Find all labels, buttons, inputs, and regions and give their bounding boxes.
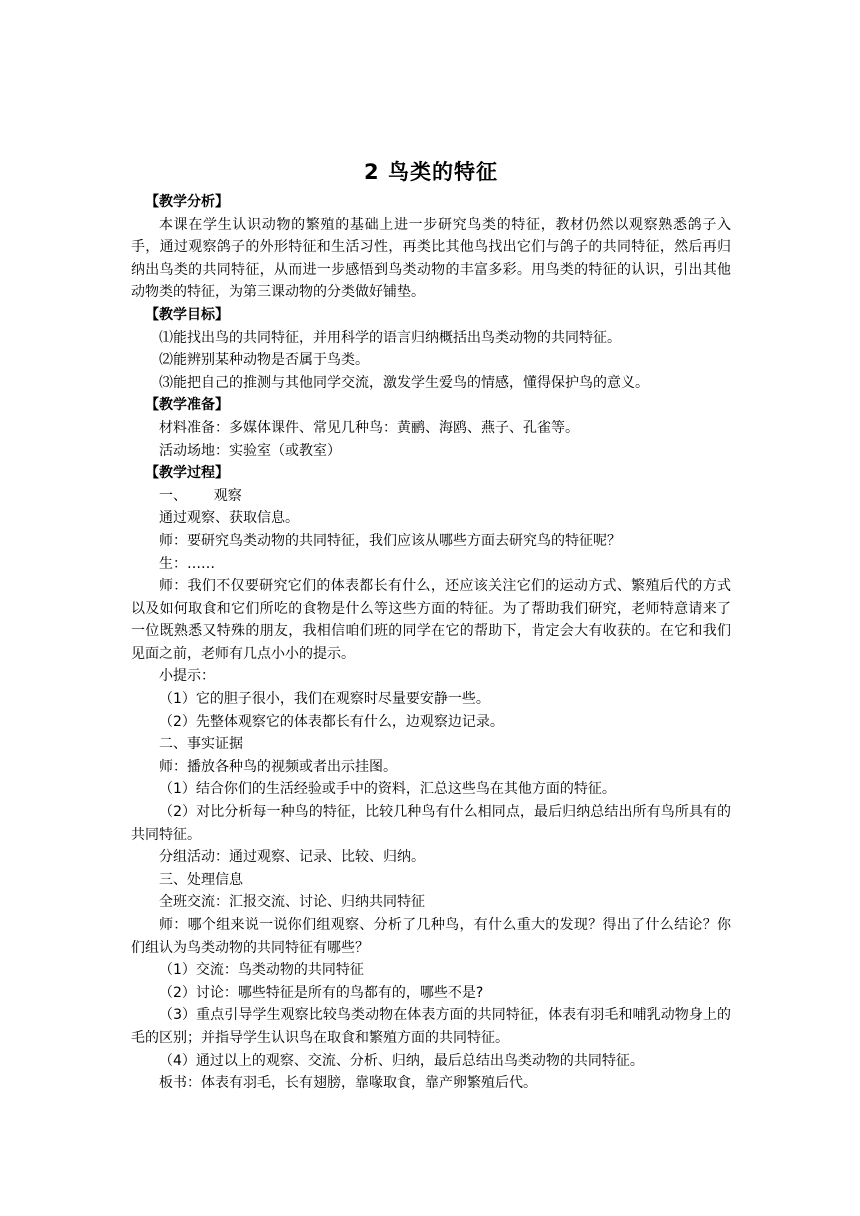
process-step-heading: 三、处理信息 [159, 871, 243, 888]
page-title: 2 鸟类的特征 [364, 160, 498, 184]
process-line: 师：要研究鸟类动物的共同特征，我们应该从哪些方面去研究鸟的特征呢？ [159, 532, 621, 549]
goal-item: ⑵能辨别某种动物是否属于鸟类。 [159, 352, 369, 369]
board-writing: 板书：体表有羽毛，长有翅膀，靠喙取食，靠产卵繁殖后代。 [159, 1075, 537, 1092]
process-line: 师：哪个组来说一说你们组观察、分析了几种鸟，有什么重大的发现？得出了什么结论？你们组认为鸟类动物的共同特征有哪些？ [131, 917, 731, 956]
process-line: （1）结合你们的生活经验或手中的资料，汇总这些鸟在其他方面的特征。 [159, 781, 616, 798]
process-line: 师：我们不仅要研究它们的体表都长有什么，还应该关注它们的运动方式、繁殖后代的方式以及如何取食和它们所吃的食物是什么等这些方面的特征。为了帮助我们研究，老师特意请来了一位既熟悉又特殊的朋友，我相信咱们班的同学在它的帮助下，肯定会大有收获的。在它和我们见面之前，老师有几点小小的提示。 [131, 578, 731, 662]
process-line: （1）它的胆子很小，我们在观察时尽量要安静一些。 [159, 691, 490, 708]
process-step-heading: 一、 观察 [159, 487, 242, 504]
section-heading-analysis: 【教学分析】 [145, 194, 229, 210]
analysis-paragraph: 本课在学生认识动物的繁殖的基础上进一步研究鸟类的特征，教材仍然以观察熟悉鸽子入手，通过观察鸽子的外形特征和生活习性，再类比其他鸟找出它们与鸽子的共同特征，然后再归纳出鸟类的共同特征，从而进一步感悟到鸟类动物的丰富多彩。用鸟类的特征的认识，引出其他动物类的特征，为第三课动物的分类做好铺垫。 [131, 216, 731, 301]
process-line: （2）对比分析每一种鸟的特征，比较几种鸟有什么相同点，最后归纳总结出所有鸟所具有的共同特征。 [131, 804, 731, 843]
goal-item: ⑴能找出鸟的共同特征，并用科学的语言归纳概括出鸟类动物的共同特征。 [159, 329, 621, 346]
prep-item: 材料准备：多媒体课件、常见几种鸟：黄鹂、海鸥、燕子、孔雀等。 [159, 419, 579, 436]
goal-item: ⑶能把自己的推测与其他同学交流，激发学生爱鸟的情感，懂得保护鸟的意义。 [159, 374, 649, 391]
process-line: 小提示： [159, 668, 215, 685]
document-body [131, 157, 731, 1095]
process-line: （1）交流：鸟类动物的共同特征 [159, 962, 364, 979]
section-heading-goals: 【教学目标】 [145, 306, 229, 323]
process-line: 分组活动：通过观察、记录、比较、归纳。 [159, 849, 425, 866]
process-step-heading: 二、事实证据 [159, 736, 243, 753]
process-line: （3）重点引导学生观察比较鸟类动物在体表方面的共同特征，体表有羽毛和哺乳动物身上的毛的区别；并指导学生认识鸟在取食和繁殖方面的共同特征。 [131, 1007, 731, 1046]
process-line: （4）通过以上的观察、交流、分析、归纳，最后总结出鸟类动物的共同特征。 [159, 1052, 644, 1069]
section-heading-prep: 【教学准备】 [145, 397, 229, 414]
process-line: （2）讨论：哪些特征是所有的鸟都有的，哪些不是? [159, 984, 484, 1001]
process-line: 生：…… [159, 555, 215, 572]
process-line: 通过观察、获取信息。 [159, 510, 299, 527]
section-heading-process: 【教学过程】 [145, 465, 229, 482]
process-line: 全班交流：汇报交流、讨论、归纳共同特征 [159, 894, 425, 911]
process-line: （2）先整体观察它的体表都长有什么，边观察边记录。 [159, 713, 504, 730]
process-line: 师：播放各种鸟的视频或者出示挂图。 [159, 758, 397, 775]
prep-item: 活动场地：实验室（或教室） [159, 442, 341, 459]
